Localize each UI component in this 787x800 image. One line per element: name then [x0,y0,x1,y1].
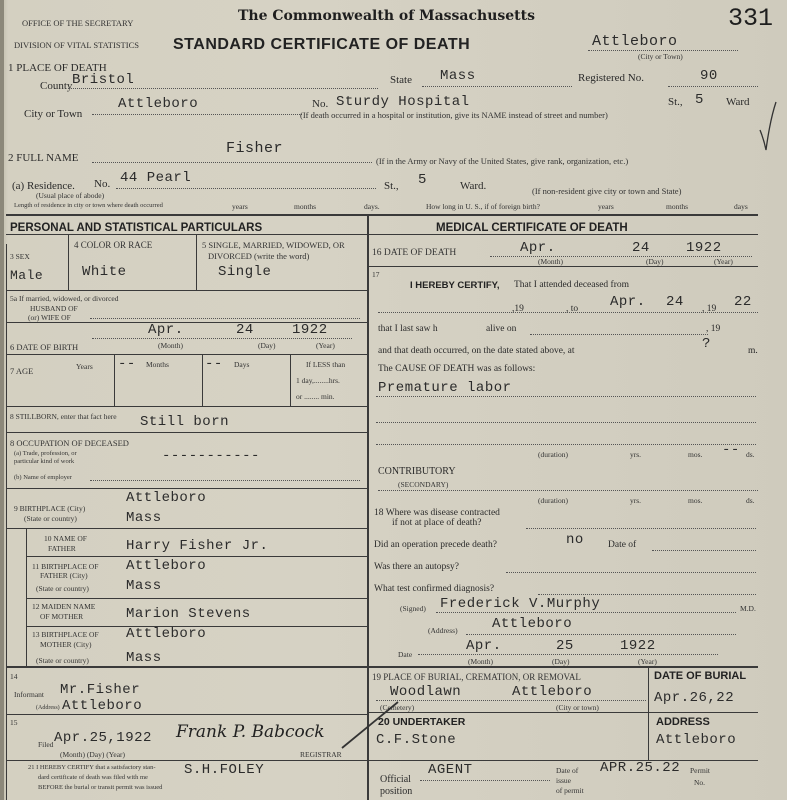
undertaker-address: Attleboro [656,732,737,748]
city-label: City or Town [24,108,83,120]
burial-date-label: DATE OF BURIAL [654,670,747,682]
duration-1-mos: mos. [688,450,703,459]
mother-birthplace-label-1: 13 BIRTHPLACE OF [32,630,99,639]
q18-label-2: if not at place of death? [392,518,482,528]
dob-year-caption: (Year) [316,341,335,350]
stillborn-label: 8 STILLBORN, enter that fact here [10,412,117,421]
duration-1: (duration) [538,450,568,459]
father-label-1: 10 NAME OF [44,534,87,543]
dob-label: 6 DATE OF BIRTH [10,342,79,352]
age-days-dash: -- [205,356,223,372]
time-m: m. [748,346,758,356]
residence-no-label: No. [94,178,111,190]
registered-no: 90 [700,68,718,84]
commonwealth-heading: The Commonwealth of Massachusetts [238,8,535,24]
physician-address: Attleboro [492,616,573,632]
full-name-value: Fisher [226,140,284,157]
dod-year-caption: (Year) [714,257,733,266]
official-position: AGENT [428,762,473,778]
county-label: County [40,80,73,92]
duration-2-mos: mos. [688,496,703,505]
physician-value: Frederick V.Murphy [440,596,601,612]
father-birthplace-label-2: FATHER (City) [40,571,88,580]
registrar-label: REGISTRAR [300,750,342,759]
duration-2-ds: ds. [746,496,755,505]
full-name-label: 2 FULL NAME [8,152,79,164]
q18-label-1: 18 Where was disease contracted [374,508,500,518]
burial-city: Attleboro [512,684,593,700]
signed-label: (Signed) [400,604,426,613]
residence-label: (a) Residence. [12,180,75,192]
burial-label: 19 PLACE OF BURIAL, CREMATION, OR REMOVAL [372,672,581,682]
marital-label-1: 5 SINGLE, MARRIED, WIDOWED, OR [202,240,345,250]
date-of-issue-1: Date of [556,766,579,775]
marital-label-2: DIVORCED (write the word) [208,251,310,261]
dod-month-caption: (Month) [538,257,563,266]
operation-date-label: Date of [608,540,637,550]
alive-19: , 19 [706,324,721,334]
color-label: 4 COLOR OR RACE [74,240,153,250]
filed-value: Apr.25,1922 [54,730,152,746]
no-label: No. [312,98,329,110]
cemetery-value: Woodlawn [390,684,462,700]
item17-number: 17 [372,270,380,279]
filed-label: Filed [38,740,54,749]
father-birthplace-state: Mass [126,578,162,594]
physician-address-label: (Address) [428,626,458,635]
from-19: ,19 [512,304,524,314]
dob-year: 1922 [292,322,328,338]
page-number: 331 [728,4,774,33]
stillborn-value: Still born [140,414,230,430]
registered-label: Registered No. [578,72,644,84]
occupation-a-2: particular kind of work [14,458,75,465]
official-label: Official [380,774,411,785]
signed-year: 1922 [620,638,656,654]
color-value: White [82,264,127,280]
medical-section-header: MEDICAL CERTIFICATE OF DEATH [436,222,628,234]
date-of-issue-2: issue [556,776,571,785]
length-residence-label: Length of residence in city or town where death occurred [14,202,163,209]
certify-text: That I attended deceased from [514,280,629,290]
header-city: Attleboro [592,33,678,50]
dod-label: 16 DATE OF DEATH [372,248,457,258]
footer-certify-3: BEFORE the burial or transit permit was issued [38,784,163,791]
footer-certify-2: dard certificate of death was filed with me [38,774,148,781]
alive-on-label: alive on [486,324,517,334]
father-label-2: FATHER [48,544,76,553]
permit-date: APR.25.22 [600,760,681,776]
county-value: Bristol [72,72,135,88]
to-label: , to [566,304,579,314]
hospital-value: Sturdy Hospital [336,94,470,110]
dod-day: 24 [632,240,650,256]
informant-label: Informant [14,690,44,699]
undertaker-address-label: ADDRESS [656,716,710,728]
age-days-label: Days [234,360,250,369]
mother-label-1: 12 MAIDEN NAME [32,602,96,611]
occupation-label: 8 OCCUPATION OF DECEASED [10,438,129,448]
nonresident-note: (If non-resident give city or town and State) [532,186,682,196]
employer-label: (b) Name of employer [14,474,72,481]
age-months-dash: -- [118,356,136,372]
mother-birthplace-city: Attleboro [126,626,207,642]
hospital-note: (If death occurred in a hospital or institution, give its NAME instead of street and number) [300,110,608,120]
state-label: State [390,74,412,86]
date-of-issue-3: of permit [556,786,584,795]
less-than-1: If LESS than [306,360,346,369]
occupation-a-1: (a) Trade, profession, or [14,450,77,457]
cause-value: Premature labor [378,380,512,396]
us-months: months [666,202,689,211]
residence-st-label: St., [384,180,399,192]
father-state-caption: (State or country) [36,584,89,593]
st-label: St., [668,96,683,108]
birthplace-state: Mass [126,510,162,526]
check-mark [758,100,778,152]
signed-month-caption: (Month) [468,657,493,666]
registrar-signature: Frank P. Babcock [176,722,325,742]
certify-heading: I HEREBY CERTIFY, [410,280,500,291]
personal-section-header: PERSONAL AND STATISTICAL PARTICULARS [10,222,263,234]
age-months-label: Months [146,360,169,369]
army-note: (If in the Army or Navy of the United States, give rank, organization, etc.) [376,156,629,166]
place-of-death-label: 1 PLACE OF DEATH [8,62,107,74]
occupation-value: ----------- [162,448,260,464]
age-years-label: Years [76,362,93,371]
operation-value: no [566,532,584,548]
to-year: 22 [734,294,752,310]
less-than-3: or ........ min. [296,392,335,401]
duration-1-days-value: -- [722,442,740,458]
husband-label-3: (or) WIFE OF [28,313,71,322]
burial-date: Apr.26,22 [654,690,735,706]
mother-value: Marion Stevens [126,606,251,622]
length-days: days. [364,202,380,211]
dob-day-caption: (Day) [258,341,276,350]
undertaker-label: 20 UNDERTAKER [378,716,466,728]
filed-number: 15 [10,718,18,727]
to-month: Apr. [610,294,646,310]
dob-day: 24 [236,322,254,338]
cause-label: The CAUSE OF DEATH was as follows: [378,364,536,374]
sex-label: 3 SEX [10,252,30,261]
age-label: 7 AGE [10,366,34,376]
sex-value: Male [10,268,44,283]
husband-label-2: HUSBAND OF [30,304,78,313]
dob-month-caption: (Month) [158,341,183,350]
state-value: Mass [440,68,476,84]
marital-value: Single [218,264,272,280]
residence-value: 44 Pearl [120,170,192,186]
birthplace-city: Attleboro [126,490,207,506]
occurred-label: and that death occurred, on the date stated above, at [378,346,575,356]
filed-captions: (Month) (Day) (Year) [60,750,126,759]
md-label: M.D. [740,604,756,613]
to-day: 24 [666,294,684,310]
signed-month: Apr. [466,638,502,654]
how-long-us-label: How long in U. S., if of foreign birth? [426,202,540,211]
test-label: What test confirmed diagnosis? [374,584,495,594]
position-label: position [380,786,413,797]
ward-label: Ward [726,96,750,108]
office-line2: DIVISION OF VITAL STATISTICS [14,40,139,50]
cemetery-caption: (Cemetery) [380,703,415,712]
time-of-death: ? [702,336,711,352]
header-city-caption: (City or Town) [638,52,683,61]
duration-2-yrs: yrs. [630,496,642,505]
dod-month: Apr. [520,240,556,256]
us-years: years [598,202,614,211]
mother-birthplace-state: Mass [126,650,162,666]
dod-day-caption: (Day) [646,257,664,266]
birthplace-state-caption: (State or country) [24,514,77,523]
signed-day: 25 [556,638,574,654]
mother-state-caption: (State or country) [36,656,89,665]
mother-label-2: OF MOTHER [40,612,84,621]
length-years: years [232,202,248,211]
us-days: days [734,202,748,211]
operation-label: Did an operation precede death? [374,540,497,550]
secondary-label: (SECONDARY) [398,480,449,489]
dod-year: 1922 [686,240,722,256]
informant-address: Attleboro [62,698,143,714]
signed-day-caption: (Day) [552,657,570,666]
last-saw-label: that I last saw h [378,324,438,334]
less-than-2: 1 day,........hrs. [296,376,340,385]
father-birthplace-label-1: 11 BIRTHPLACE OF [32,562,99,571]
official-name: S.H.FOLEY [184,762,265,778]
duration-1-ds: ds. [746,450,755,459]
residence-ward-value: 5 [418,172,427,188]
permit-no-label: No. [694,778,706,787]
informant-address-label: (Address) [36,705,60,711]
informant-value: Mr.Fisher [60,682,141,698]
usual-abode-caption: (Usual place of abode) [36,191,105,200]
burial-city-caption: (City or town) [556,703,599,712]
duration-1-yrs: yrs. [630,450,642,459]
permit-label: Permit [690,766,710,775]
husband-label-1: 5a If married, widowed, or divorced [10,294,119,303]
office-line1: OFFICE OF THE SECRETARY [22,18,134,28]
contributory-label: CONTRIBUTORY [378,466,456,477]
signed-date-label: Date [398,650,413,659]
length-months: months [294,202,317,211]
city-value: Attleboro [118,96,199,112]
dob-month: Apr. [148,322,184,338]
birthplace-label: 9 BIRTHPLACE (City) [14,504,86,513]
duration-2: (duration) [538,496,568,505]
father-value: Harry Fisher Jr. [126,538,269,554]
mother-birthplace-label-2: MOTHER (City) [40,640,92,649]
certificate-title: STANDARD CERTIFICATE OF DEATH [173,36,471,53]
to-19: , 19 [702,304,717,314]
autopsy-label: Was there an autopsy? [374,562,459,572]
undertaker-value: C.F.Stone [376,732,457,748]
signed-year-caption: (Year) [638,657,657,666]
father-birthplace-city: Attleboro [126,558,207,574]
informant-number: 14 [10,672,18,681]
residence-ward-label: Ward. [460,180,487,192]
place-ward-value: 5 [695,92,704,108]
footer-certify-1: 21 I HEREBY CERTIFY that a satisfactory stan- [28,764,156,771]
